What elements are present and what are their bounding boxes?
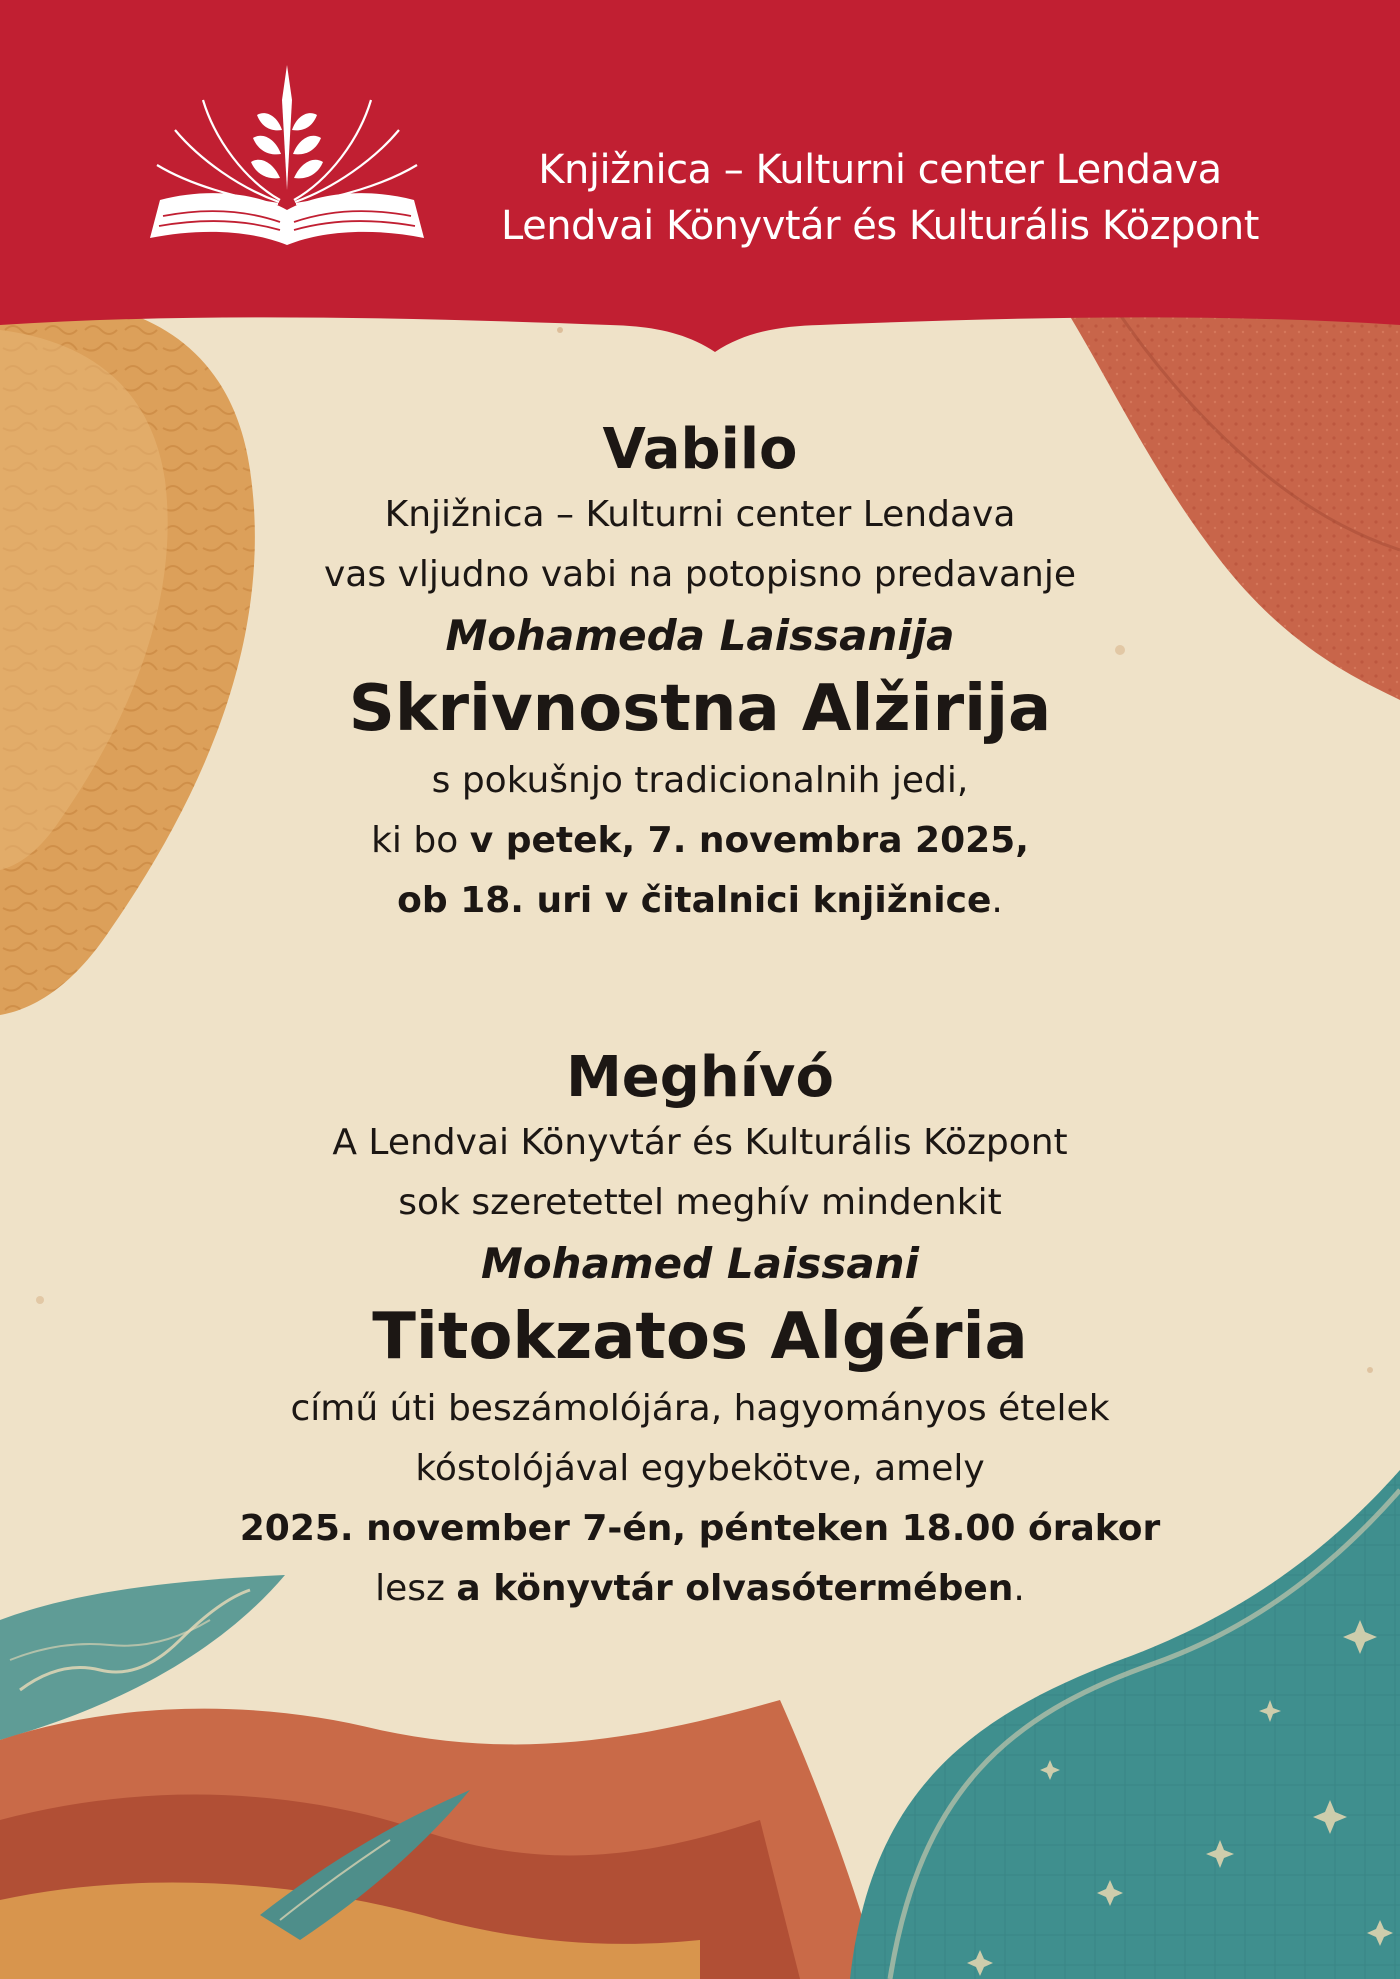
event-place: a könyvtár olvasótermében bbox=[456, 1568, 1014, 1609]
hungarian-invitation bbox=[200, 1043, 1200, 1619]
event-date-time: 2025. november 7-én, pénteken 18.00 órakor bbox=[239, 1508, 1161, 1549]
library-name bbox=[430, 142, 1330, 254]
heading-vabilo: Vabilo bbox=[602, 417, 798, 482]
intro-line-1: Knjižnica – Kulturni center Lendava bbox=[384, 494, 1016, 535]
speaker-name: Mohameda Laissanija bbox=[445, 611, 955, 660]
slovene-invitation bbox=[200, 415, 1200, 931]
detail-line-4 bbox=[200, 1559, 1200, 1619]
speaker-name: Mohamed Laissani bbox=[481, 1239, 919, 1288]
library-logo bbox=[145, 60, 430, 255]
detail-line-2: kóstolójával egybekötve, amely bbox=[415, 1448, 985, 1489]
heading-meghivo: Meghívó bbox=[566, 1045, 834, 1110]
detail-line-3-suffix: . bbox=[991, 880, 1003, 921]
detail-line-2-prefix: ki bo bbox=[371, 820, 470, 861]
lecture-title: Titokzatos Algéria bbox=[372, 1300, 1028, 1374]
library-name-slovene: Knjižnica – Kulturni center Lendava bbox=[538, 147, 1222, 193]
library-name-hungarian: Lendvai Könyvtár és Kulturális Központ bbox=[501, 203, 1259, 249]
event-date: v petek, 7. novembra 2025, bbox=[469, 820, 1029, 861]
intro-line-2: sok szeretettel meghív mindenkit bbox=[398, 1182, 1002, 1223]
detail-line-1: című úti beszámolójára, hagyományos ételek bbox=[290, 1388, 1110, 1429]
intro-line-1: A Lendvai Könyvtár és Kulturális Központ bbox=[332, 1122, 1068, 1163]
detail-line-4-suffix: . bbox=[1013, 1568, 1025, 1609]
intro-line-2: vas vljudno vabi na potopisno predavanje bbox=[324, 554, 1076, 595]
lecture-title: Skrivnostna Alžirija bbox=[348, 672, 1052, 746]
detail-line-2 bbox=[200, 811, 1200, 871]
detail-line-1: s pokušnjo tradicionalnih jedi, bbox=[431, 760, 969, 801]
detail-line-3 bbox=[200, 871, 1200, 931]
detail-line-4-prefix: lesz bbox=[375, 1568, 457, 1609]
event-time-place: ob 18. uri v čitalnici knjižnice bbox=[397, 880, 992, 921]
